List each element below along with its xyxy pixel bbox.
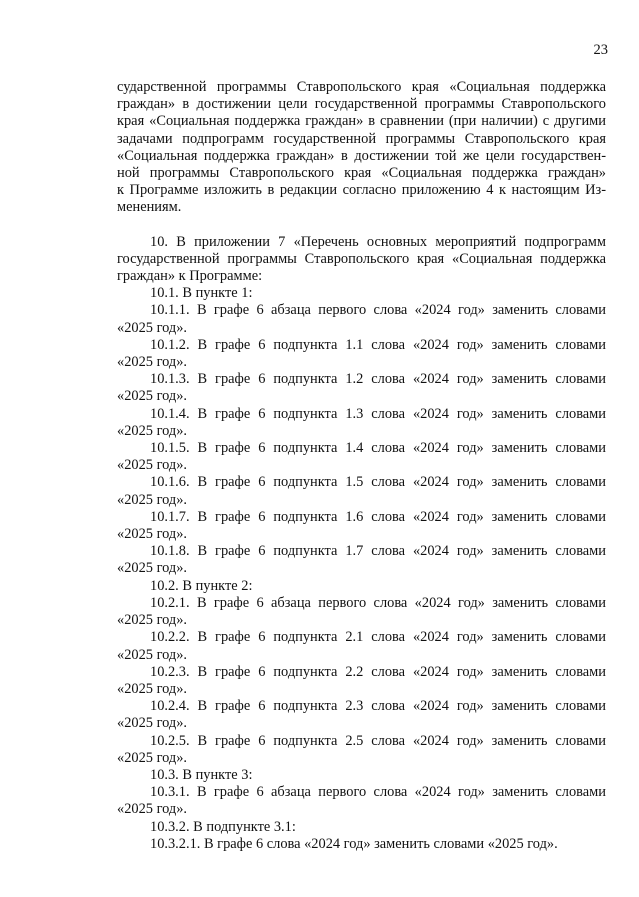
text-line: к Программе изложить в редакции согласно приложению 4 к настоящим Из- (117, 182, 606, 199)
list-item (117, 474, 606, 508)
list-item (117, 302, 606, 336)
item-continuation-line: «2025 год». (117, 680, 188, 697)
item-continuation-line: «2025 год». (117, 749, 188, 766)
item-continuation-line: «2025 год». (117, 457, 188, 474)
item-first-line: 10.1.2. В графе 6 подпункта 1.1 слова «2024 год» заменить словами (150, 336, 606, 353)
amendment-items-list (117, 285, 606, 853)
list-item (117, 509, 606, 543)
list-item (117, 406, 606, 440)
item-first-line: 10.3.2. В подпункте 3.1: (150, 818, 296, 835)
item-continuation-line: «2025 год». (117, 801, 188, 818)
item-first-line: 10.1.7. В графе 6 подпункта 1.6 слова «2024 год» заменить словами (150, 508, 606, 525)
text-line: края «Социальная поддержка граждан» в сравнении (при наличии) с другими (117, 113, 606, 130)
item-first-line: 10.3. В пункте 3: (150, 766, 253, 783)
item-continuation-line: «2025 год». (117, 560, 188, 577)
text-line: ной программы Ставропольского края «Социальная поддержка граждан» (117, 165, 606, 182)
list-item (117, 698, 606, 732)
item-continuation-line: «2025 год». (117, 388, 188, 405)
list-item (117, 371, 606, 405)
list-item (117, 819, 606, 836)
text-line: 10. В приложении 7 «Перечень основных мероприятий подпрограмм (150, 233, 606, 250)
text-line: сударственной программы Ставропольского края «Социальная поддержка (117, 79, 606, 95)
item-first-line: 10.1. В пункте 1: (150, 285, 253, 302)
section-10-paragraph (117, 234, 606, 286)
item-first-line: 10.1.4. В графе 6 подпункта 1.3 слова «2024 год» заменить словами (150, 405, 606, 422)
list-item (117, 337, 606, 371)
list-item (117, 836, 606, 853)
list-item (117, 285, 606, 302)
document-body (117, 79, 606, 853)
item-first-line: 10.1.3. В графе 6 подпункта 1.2 слова «2024 год» заменить словами (150, 371, 606, 388)
intro-paragraph (117, 79, 606, 217)
item-first-line: 10.2.3. В графе 6 подпункта 2.2 слова «2024 год» заменить словами (150, 663, 606, 680)
text-line: граждан» к Программе: (117, 268, 263, 285)
item-continuation-line: «2025 год». (117, 422, 188, 439)
item-continuation-line: «2025 год». (117, 646, 188, 663)
list-item (117, 595, 606, 629)
item-first-line: 10.2.5. В графе 6 подпункта 2.5 слова «2024 год» заменить словами (150, 732, 606, 749)
list-item (117, 733, 606, 767)
item-first-line: 10.2. В пункте 2: (150, 577, 253, 594)
item-continuation-line: «2025 год». (117, 354, 188, 371)
list-item (117, 629, 606, 663)
item-first-line: 10.3.1. В графе 6 абзаца первого слова «2024 год» заменить словами (150, 784, 606, 801)
page-number: 23 (593, 42, 608, 58)
text-line: государственной программы Ставропольского края «Социальная поддержка (117, 250, 606, 267)
item-first-line: 10.2.4. В графе 6 подпункта 2.3 слова «2024 год» заменить словами (150, 698, 606, 715)
text-line: менениям. (117, 199, 182, 216)
item-continuation-line: «2025 год». (117, 612, 188, 629)
paragraph-gap (117, 217, 606, 234)
text-line: «Социальная поддержка граждан» в достижении той же цели государствен- (117, 147, 606, 164)
list-item (117, 578, 606, 595)
item-continuation-line: «2025 год». (117, 526, 188, 543)
item-first-line: 10.2.1. В графе 6 абзаца первого слова «2024 год» заменить словами (150, 594, 606, 611)
list-item (117, 664, 606, 698)
item-continuation-line: «2025 год». (117, 319, 188, 336)
item-first-line: 10.2.2. В графе 6 подпункта 2.1 слова «2024 год» заменить словами (150, 629, 606, 646)
item-first-line: 10.3.2.1. В графе 6 слова «2024 год» заменить словами «2025 год». (150, 835, 558, 852)
item-continuation-line: «2025 год». (117, 491, 188, 508)
text-line: граждан» в достижении цели государственной программы Ставропольского (117, 96, 606, 113)
list-item (117, 440, 606, 474)
item-first-line: 10.1.1. В графе 6 абзаца первого слова «2024 год» заменить словами (150, 302, 606, 319)
list-item (117, 784, 606, 818)
item-first-line: 10.1.8. В графе 6 подпункта 1.7 слова «2024 год» заменить словами (150, 543, 606, 560)
item-first-line: 10.1.5. В графе 6 подпункта 1.4 слова «2024 год» заменить словами (150, 440, 606, 457)
list-item (117, 767, 606, 784)
text-line: задачами подпрограмм государственной программы Ставропольского края (117, 130, 606, 147)
item-first-line: 10.1.6. В графе 6 подпункта 1.5 слова «2024 год» заменить словами (150, 474, 606, 491)
item-continuation-line: «2025 год». (117, 715, 188, 732)
list-item (117, 543, 606, 577)
